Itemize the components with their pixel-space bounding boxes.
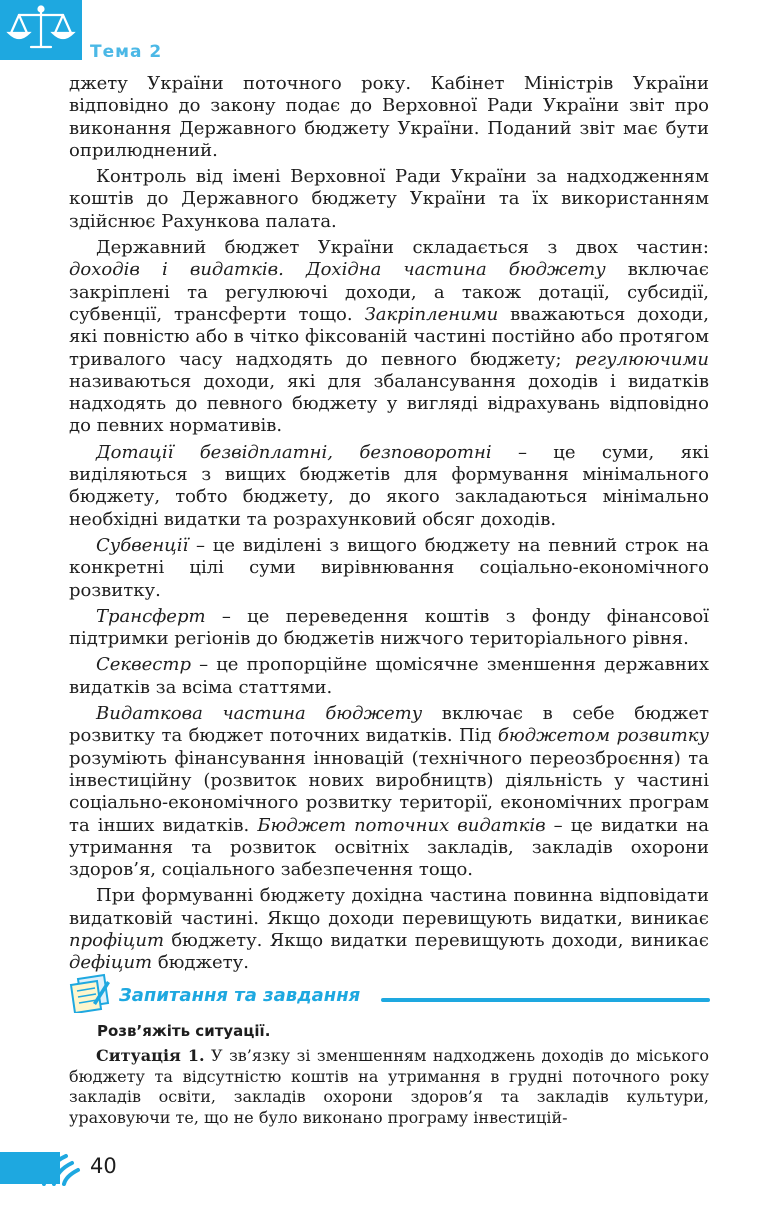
term-current-budget: Бюджет поточних видатків bbox=[257, 814, 546, 836]
paragraph-6: Трансферт – це переведення коштів з фонду фінансової підтримки регіонів до бюджетів нижчого територіального рівня. bbox=[69, 605, 709, 650]
term-transfer: Трансферт bbox=[96, 605, 206, 627]
situation-label: Ситуація 1. bbox=[96, 1046, 205, 1065]
term-fixed: Закріпленими bbox=[364, 303, 499, 325]
task-heading: Розв’яжіть ситуації. bbox=[97, 1022, 271, 1040]
term-expenditure-part: Видаткова частина бюджету bbox=[96, 703, 423, 725]
scales-icon bbox=[0, 0, 82, 60]
paragraph-2: Контроль від імені Верховної Ради України за надходженням коштів до Державного бюджету України та їх використанням здійснює Рахункова палата. bbox=[69, 166, 709, 232]
section-title: Запитання та завдання bbox=[119, 985, 361, 1006]
term-deficit: дефіцит bbox=[69, 952, 153, 974]
paragraph-7: Секвестр – це пропорційне щомісячне зменшення державних видатків за всіма статтями. bbox=[69, 654, 709, 698]
task-text bbox=[69, 1046, 709, 1128]
corner-badge bbox=[0, 0, 82, 60]
term-sequester: Секвестр bbox=[96, 654, 191, 676]
term-revenue-part: доходів і видатків. Дохідна частина бюджету bbox=[69, 259, 606, 281]
paragraph-1: джету України поточного року. Кабінет Міністрів України відповідно до закону подає до Верховної Ради України звіт про виконання Державного бюджету України. Поданий звіт має бути оприлюднений. bbox=[69, 73, 709, 161]
topic-label: Тема 2 bbox=[90, 42, 163, 62]
paragraph-5: Субвенції – це виділені з вищого бюджету на певний строк на конкретні цілі суми вирівнювання соціально-економічного розвитку. bbox=[69, 534, 709, 601]
wave-arcs-icon bbox=[40, 1150, 84, 1186]
section-rule bbox=[381, 998, 710, 1002]
section-header bbox=[66, 973, 710, 1013]
paragraph-4: Дотації безвідплатні, безповоротні – це суми, які виділяються з вищих бюджетів для формування мінімального бюджету, тобто бюджету, до якого закладаються мінімально необхідні видатки та розрахунковий обсяг доходів. bbox=[69, 441, 709, 530]
term-development-budget: бюджетом розвитку bbox=[497, 725, 709, 747]
term-surplus: профіцит bbox=[69, 929, 165, 951]
situation-1: Ситуація 1. У зв’язку зі зменшенням надходжень доходів до міського бюджету та відсутністю коштів на утримання в грудні поточного року закладів освіти, закладів охорони здоров’я та закладів культури, ураховуючи те, що не було виконано програму інвестицій- bbox=[69, 1046, 709, 1127]
term-regulating: регулюючими bbox=[574, 348, 709, 370]
paragraph-3: Державний бюджет України складається з двох частин: доходів і видатків. Дохідна частина бюджету включає закріплені та регулюючі доходи, а також дотації, субсидії, субвенції, трансферти тощо. Закріпленими вважаються доходи, які повністю або в чітко фіксованій частині постійно або протягом тривалого часу надходять до певного бюджету; регулюючими називаються доходи, які для збалансування доходів і видатків надходять до певного бюджету у вигляді відрахувань відповідно до певних нормативів. bbox=[69, 237, 709, 437]
notebook-icon bbox=[66, 973, 112, 1013]
term-grants: Дотації безвідплатні, безповоротні bbox=[96, 441, 492, 463]
term-subventions: Субвенції bbox=[96, 534, 189, 556]
paragraph-8: Видаткова частина бюджету включає в себе бюджет розвитку та бюджет поточних видатків. Під бюджетом розвитку розуміють фінансування інновацій (технічного переозброєння) та інвестиційну (розвиток нових виробництв) діяльність у частині соціально-економічного розвитку території, економічних програм та інших видатків. Бюджет поточних видатків – це видатки на утримання та розвиток освітніх закладів, закладів охорони здоров’я, соціального забезпечення тощо. bbox=[69, 703, 709, 881]
body-text bbox=[69, 73, 709, 979]
paragraph-9: При формуванні бюджету дохідна частина повинна відповідати видатковій частині. Якщо доходи перевищують видатки, виникає профіцит бюджету. Якщо видатки перевищують доходи, виникає дефіцит бюджету. bbox=[69, 885, 709, 974]
page-number: 40 bbox=[90, 1154, 117, 1178]
